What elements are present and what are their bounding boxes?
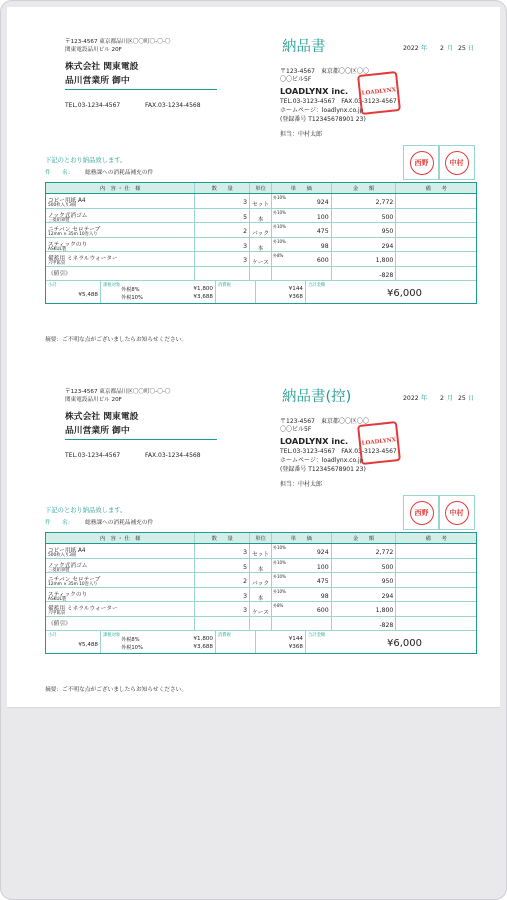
- item-remarks: [396, 573, 476, 587]
- item-quantity: 3: [243, 242, 248, 250]
- date-month: 2: [440, 45, 444, 52]
- supplier-contact: 担当：中村太郎: [280, 131, 323, 138]
- tax10-label: 外税10%: [121, 645, 143, 651]
- column-header: 備 考: [425, 186, 447, 192]
- table-cell: [272, 267, 332, 281]
- subject-text: 総務課への消耗品補充の件: [85, 170, 154, 176]
- item-amount: 294: [381, 592, 394, 600]
- item-name: ノック式消ゴム: [48, 212, 88, 219]
- table-row: [46, 223, 476, 238]
- item-spec: 500枚入り3冊: [48, 203, 77, 208]
- supplier-postal: 〒123-4567 東京都〇〇区〇〇: [280, 68, 369, 75]
- item-spec: 12mm × 35m 10巻入り: [48, 582, 98, 587]
- table-cell: [195, 223, 250, 237]
- item-spec: 500枚入り3冊: [48, 553, 77, 558]
- table-cell: [272, 238, 332, 252]
- table-cell: [195, 194, 250, 208]
- table-row: [46, 238, 476, 253]
- tax-label: 消費税: [218, 283, 231, 288]
- tax10-base: ¥3,688: [193, 644, 213, 650]
- item-tax-rate: 外10%: [272, 195, 286, 200]
- table-cell: [195, 602, 250, 616]
- item-amount: -828: [379, 621, 394, 629]
- item-unit: セット: [251, 202, 270, 208]
- customer-underline: [65, 439, 217, 440]
- column-header: 数 量: [195, 533, 250, 543]
- item-remarks: [396, 223, 476, 237]
- item-tax-rate: 外10%: [272, 545, 286, 550]
- supplier-contact: 担当：中村太郎: [280, 481, 323, 488]
- date-year-unit: 年: [421, 45, 428, 52]
- table-cell: [195, 267, 250, 281]
- table-row: [46, 602, 476, 617]
- hanko-seal-left: [410, 151, 434, 175]
- item-tax-rate: 外8%: [272, 253, 284, 258]
- table-cell: [272, 252, 332, 266]
- item-name: スティックのり: [48, 591, 88, 598]
- item-quantity: 2: [243, 228, 248, 235]
- item-unit: ケース: [252, 260, 269, 266]
- item-tax-rate: 外10%: [272, 588, 286, 594]
- tax-cell: [216, 631, 256, 653]
- table-cell: [195, 238, 250, 252]
- item-unit-price: 100: [316, 563, 329, 571]
- table-cell: [46, 544, 195, 558]
- item-tax-rate: 外10%: [272, 559, 286, 565]
- item-quantity: 3: [243, 592, 248, 600]
- summary-row: [46, 631, 476, 653]
- hanko-left-text: 西野: [414, 158, 429, 167]
- total-label: 合計金額: [308, 633, 326, 638]
- item-quantity: 3: [243, 607, 248, 614]
- table-cell: [272, 559, 332, 573]
- table-cell: [250, 602, 272, 616]
- remarks-text: 摘要：ご不明な点がございましたらお知らせください。: [45, 687, 188, 693]
- supplier-homepage: ホームページ：loadlynx.co.jp: [280, 457, 364, 464]
- table-cell: [332, 267, 397, 281]
- table-cell: [195, 544, 250, 558]
- company-seal-text: LOADLYNX: [361, 437, 397, 448]
- customer-address: 〒123-4567 東京都品川区〇〇町〇-〇-〇: [65, 39, 171, 45]
- table-row: [46, 267, 476, 282]
- item-spec: 三菱鉛筆製: [48, 217, 70, 223]
- item-spec: 三菱鉛筆製: [48, 567, 70, 573]
- table-cell: [250, 194, 272, 208]
- item-unit: 本: [257, 595, 264, 602]
- item-spec: 六甲鉱泉: [48, 611, 66, 616]
- column-header: 数 量: [195, 183, 250, 193]
- table-cell: [46, 617, 195, 631]
- item-remarks: [396, 617, 476, 631]
- item-spec: ASKUL製: [48, 596, 67, 602]
- item-tax-rate: 外8%: [272, 603, 284, 608]
- column-header: 単 価: [272, 183, 332, 193]
- intro-text: 下記のとおり納品致します。: [45, 157, 127, 164]
- item-amount: 2,772: [375, 549, 394, 556]
- table-cell: [250, 238, 272, 252]
- supplier-postal: 〒123-4567 東京都〇〇区〇〇: [280, 418, 369, 425]
- date-year: 2022: [403, 395, 419, 402]
- date-month: 2: [440, 395, 444, 402]
- item-unit: パック: [251, 581, 270, 587]
- item-spec: 12mm × 35m 10巻入り: [48, 232, 98, 237]
- item-unit-price: 600: [316, 257, 329, 264]
- tax10-amount: ¥368: [288, 644, 303, 650]
- supplier-building: 〇〇ビル5F: [280, 426, 312, 433]
- table-cell: [46, 252, 195, 266]
- table-cell: [272, 588, 332, 602]
- table-cell: [195, 252, 250, 266]
- item-remarks: [396, 602, 476, 616]
- summary-row: [46, 281, 476, 303]
- customer-underline: [65, 89, 217, 90]
- column-header: 金 額: [332, 183, 397, 193]
- date-year: 2022: [403, 45, 419, 52]
- approval-stamp-box-left: [403, 145, 440, 180]
- subtotal-cell: [46, 631, 101, 653]
- date-day: 25: [458, 395, 466, 402]
- tax8-label: 外税8%: [121, 287, 140, 293]
- item-name: 備蓄用 ミネラルウォーター: [48, 606, 118, 612]
- item-name: コピー用紙 A4: [48, 198, 86, 204]
- item-unit-price: 100: [316, 213, 329, 221]
- item-unit: 本: [257, 245, 264, 252]
- item-remarks: [396, 544, 476, 558]
- item-quantity: 5: [243, 213, 248, 221]
- subtotal-cell: [46, 281, 101, 303]
- item-name: スティックのり: [48, 241, 88, 248]
- company-seal-stamp: [357, 71, 401, 115]
- tax8-label: 外税8%: [121, 637, 140, 643]
- item-amount: 2,772: [375, 199, 394, 206]
- item-unit-price: 475: [316, 578, 329, 585]
- customer-company: 株式会社 関東電設: [65, 412, 139, 422]
- item-quantity: 3: [243, 199, 248, 206]
- items-table: [45, 532, 477, 654]
- date-day-unit: 日: [468, 395, 475, 402]
- customer-address: 〒123-4567 東京都品川区〇〇町〇-〇-〇: [65, 389, 171, 395]
- hanko-right-text: 中村: [449, 158, 464, 167]
- table-cell: [250, 267, 272, 281]
- hanko-seal-right: [445, 501, 469, 525]
- hanko-left-text: 西野: [414, 508, 429, 517]
- table-row: [46, 209, 476, 224]
- taxable-label: 課税対象: [103, 283, 121, 288]
- subtotal-label: 小計: [48, 283, 57, 288]
- item-name: ニチバン セロテープ: [48, 577, 101, 583]
- item-spec: ASKUL製: [48, 246, 67, 252]
- table-cell: [250, 544, 272, 558]
- item-name: 備蓄用 ミネラルウォーター: [48, 256, 118, 262]
- approval-stamp-box-right: [438, 495, 475, 530]
- table-cell: [272, 194, 332, 208]
- item-name: 《値引》: [48, 620, 71, 627]
- tax-label: 消費税: [218, 633, 231, 638]
- item-remarks: [396, 559, 476, 573]
- item-name: ノック式消ゴム: [48, 562, 88, 569]
- item-unit-price: 924: [316, 549, 329, 556]
- item-amount: 294: [381, 242, 394, 250]
- supplier-tel-fax: TEL.03-3123-4567 FAX.03-3123-4567: [280, 98, 397, 105]
- subject-text: 総務課への消耗品補充の件: [85, 520, 154, 526]
- item-quantity: 2: [243, 578, 248, 585]
- tax-amount-cell: [256, 281, 306, 303]
- hanko-seal-right: [445, 151, 469, 175]
- tax8-amount: ¥144: [288, 286, 303, 292]
- supplier-company: LOADLYNX inc.: [280, 86, 349, 96]
- tax8-base: ¥1,800: [193, 286, 213, 292]
- tax10-base: ¥3,688: [193, 294, 213, 300]
- taxable-cell: [101, 631, 216, 653]
- item-amount: 500: [381, 213, 394, 221]
- total-cell: [306, 631, 426, 653]
- table-row: [46, 617, 476, 632]
- table-cell: [250, 559, 272, 573]
- table-cell: [250, 573, 272, 587]
- item-unit-price: 924: [316, 199, 329, 206]
- table-cell: [332, 223, 397, 237]
- subject-label: 件 名：: [45, 520, 74, 526]
- customer-branch: 品川営業所 御中: [65, 76, 130, 86]
- item-amount: 950: [381, 228, 394, 235]
- table-cell: [46, 559, 195, 573]
- supplier-registration: (登録番号 T12345678901 23): [280, 466, 366, 473]
- item-remarks: [396, 252, 476, 266]
- table-header: [46, 533, 476, 544]
- table-row: [46, 559, 476, 574]
- table-header: [46, 183, 476, 194]
- item-amount: -828: [379, 271, 394, 279]
- item-remarks: [396, 238, 476, 252]
- subtotal-value: ¥5,488: [78, 292, 98, 298]
- date-month-unit: 月: [447, 45, 454, 52]
- customer-fax: FAX.03-1234-4568: [145, 102, 201, 109]
- item-tax-rate: 外10%: [272, 209, 286, 215]
- item-unit-price: 475: [316, 228, 329, 235]
- subject-label: 件 名：: [45, 170, 74, 176]
- item-quantity: 3: [243, 549, 248, 556]
- table-cell: [46, 267, 195, 281]
- item-remarks: [396, 588, 476, 602]
- column-header: 単 価: [272, 533, 332, 543]
- total-cell: [306, 281, 426, 303]
- table-cell: [272, 573, 332, 587]
- item-unit: パック: [251, 231, 270, 237]
- supplier-registration: (登録番号 T12345678901 23): [280, 116, 366, 123]
- table-cell: [46, 602, 195, 616]
- item-tax-rate: 外10%: [272, 238, 286, 244]
- item-tax-rate: 外10%: [272, 574, 286, 579]
- table-cell: [250, 223, 272, 237]
- table-cell: [46, 194, 195, 208]
- table-cell: [46, 223, 195, 237]
- tax8-base: ¥1,800: [193, 636, 213, 642]
- customer-tel: TEL.03-1234-4567: [65, 452, 121, 459]
- table-cell: [332, 588, 397, 602]
- table-row: [46, 588, 476, 603]
- table-cell: [46, 588, 195, 602]
- delivery-slip-original: [7, 7, 500, 352]
- hanko-seal-left: [410, 501, 434, 525]
- subtotal-value: ¥5,488: [78, 642, 98, 648]
- supplier-tel-fax: TEL.03-3123-4567 FAX.03-3123-4567: [280, 448, 397, 455]
- item-quantity: 3: [243, 257, 248, 264]
- customer-company: 株式会社 関東電設: [65, 62, 139, 72]
- table-cell: [332, 573, 397, 587]
- tax10-amount: ¥368: [288, 294, 303, 300]
- table-body: [46, 194, 476, 281]
- table-cell: [46, 209, 195, 223]
- table-cell: [195, 573, 250, 587]
- table-cell: [272, 602, 332, 616]
- table-cell: [332, 602, 397, 616]
- approval-stamp-box-right: [438, 145, 475, 180]
- table-row: [46, 544, 476, 559]
- table-row: [46, 194, 476, 209]
- company-seal-stamp: [357, 421, 401, 465]
- table-cell: [332, 194, 397, 208]
- table-cell: [46, 573, 195, 587]
- column-header: 内 容 ・ 仕 様: [46, 533, 195, 543]
- customer-fax: FAX.03-1234-4568: [145, 452, 201, 459]
- table-cell: [195, 559, 250, 573]
- column-header: 単位: [250, 533, 272, 543]
- column-header: 単位: [250, 183, 272, 193]
- total-label: 合計金額: [308, 283, 326, 288]
- table-cell: [332, 617, 397, 631]
- tax-amount-cell: [256, 631, 306, 653]
- subtotal-label: 小計: [48, 633, 57, 638]
- item-remarks: [396, 209, 476, 223]
- item-name: コピー用紙 A4: [48, 548, 86, 554]
- date-day: 25: [458, 45, 466, 52]
- table-cell: [272, 544, 332, 558]
- item-unit: 本: [257, 566, 264, 573]
- table-cell: [332, 544, 397, 558]
- item-amount: 1,800: [375, 607, 394, 614]
- item-quantity: 5: [243, 563, 248, 571]
- customer-tel: TEL.03-1234-4567: [65, 102, 121, 109]
- customer-building: 関東電設品川ビル 20F: [65, 397, 122, 403]
- table-cell: [272, 209, 332, 223]
- total-value: ¥6,000: [387, 288, 422, 299]
- table-cell: [46, 238, 195, 252]
- supplier-homepage: ホームページ：loadlynx.co.jp: [280, 107, 364, 114]
- item-unit-price: 98: [320, 242, 329, 250]
- column-header: 内 容 ・ 仕 様: [46, 183, 195, 193]
- date-day-unit: 日: [468, 45, 475, 52]
- item-amount: 950: [381, 578, 394, 585]
- item-unit: セット: [251, 552, 270, 558]
- table-cell: [195, 209, 250, 223]
- tax10-label: 外税10%: [121, 295, 143, 301]
- supplier-company: LOADLYNX inc.: [280, 436, 349, 446]
- approval-stamp-box-left: [403, 495, 440, 530]
- table-cell: [332, 559, 397, 573]
- date-year-unit: 年: [421, 395, 428, 402]
- table-body: [46, 544, 476, 631]
- items-table: [45, 182, 477, 304]
- item-tax-rate: 外10%: [272, 224, 286, 229]
- document-page: [7, 7, 500, 708]
- item-amount: 1,800: [375, 257, 394, 264]
- customer-branch: 品川営業所 御中: [65, 426, 130, 436]
- item-name: ニチバン セロテープ: [48, 227, 101, 233]
- item-unit-price: 98: [320, 592, 329, 600]
- customer-building: 関東電設品川ビル 20F: [65, 47, 122, 53]
- table-cell: [195, 617, 250, 631]
- table-cell: [250, 209, 272, 223]
- document-title: 納品書: [282, 39, 326, 55]
- item-unit: 本: [257, 216, 264, 223]
- item-unit: ケース: [252, 610, 269, 616]
- table-cell: [250, 617, 272, 631]
- tax8-amount: ¥144: [288, 636, 303, 642]
- tax-cell: [216, 281, 256, 303]
- item-amount: 500: [381, 563, 394, 571]
- table-cell: [250, 252, 272, 266]
- item-name: 《値引》: [48, 270, 71, 277]
- table-row: [46, 573, 476, 588]
- table-cell: [195, 588, 250, 602]
- column-header: 備 考: [425, 536, 447, 542]
- table-cell: [272, 223, 332, 237]
- item-remarks: [396, 194, 476, 208]
- table-cell: [250, 588, 272, 602]
- table-cell: [272, 617, 332, 631]
- total-value: ¥6,000: [387, 638, 422, 649]
- intro-text: 下記のとおり納品致します。: [45, 507, 127, 514]
- table-cell: [332, 238, 397, 252]
- delivery-slip-copy: [7, 357, 500, 702]
- item-unit-price: 600: [316, 607, 329, 614]
- supplier-building: 〇〇ビル5F: [280, 76, 312, 83]
- table-cell: [332, 252, 397, 266]
- date-month-unit: 月: [447, 395, 454, 402]
- company-seal-text: LOADLYNX: [361, 87, 397, 98]
- taxable-cell: [101, 281, 216, 303]
- taxable-label: 課税対象: [103, 633, 121, 638]
- document-title: 納品書(控): [282, 389, 352, 405]
- remarks-text: 摘要：ご不明な点がございましたらお知らせください。: [45, 337, 188, 343]
- table-row: [46, 252, 476, 267]
- item-spec: 六甲鉱泉: [48, 261, 66, 266]
- hanko-right-text: 中村: [449, 508, 464, 517]
- item-remarks: [396, 267, 476, 281]
- column-header: 金 額: [332, 533, 397, 543]
- table-cell: [332, 209, 397, 223]
